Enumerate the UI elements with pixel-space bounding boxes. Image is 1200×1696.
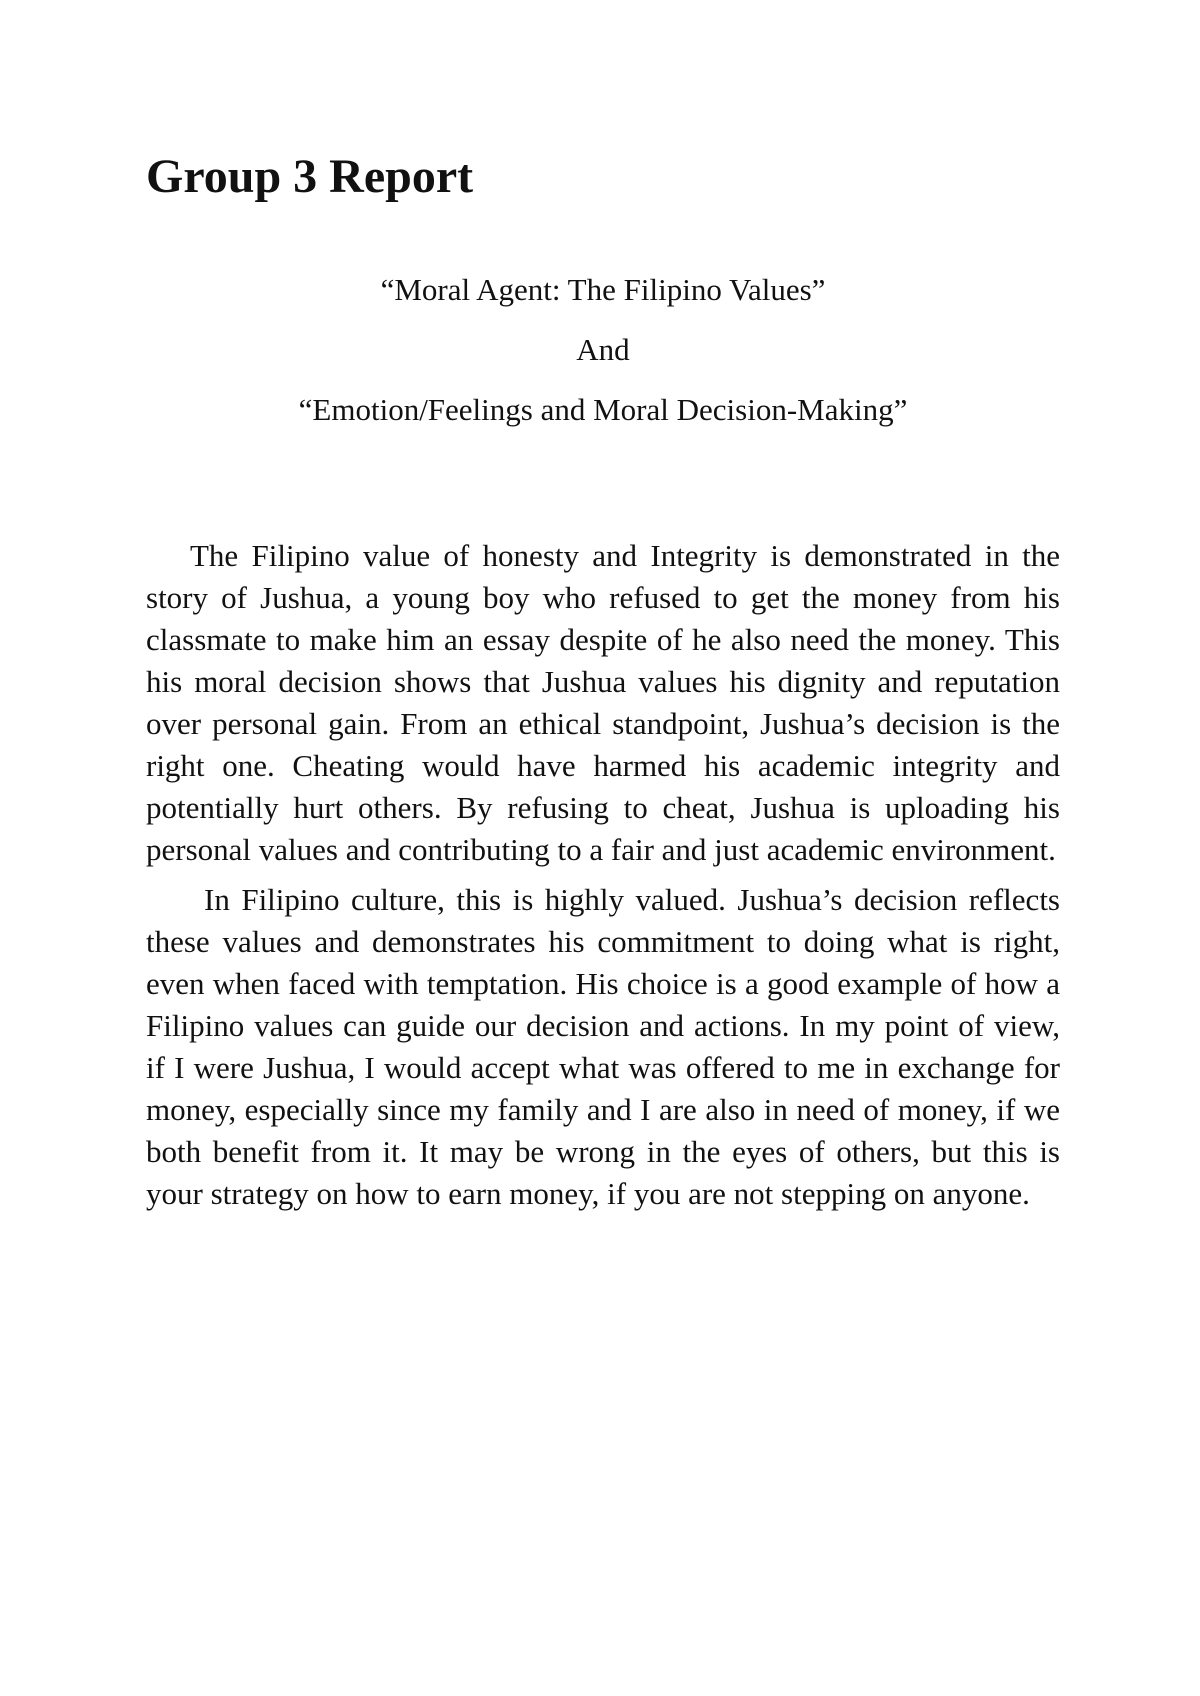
subtitle-line-topic-2: “Emotion/Feelings and Moral Decision-Making” [298,392,908,427]
report-body [146,535,1060,1215]
body-paragraph-1: The Filipino value of honesty and Integrity is demonstrated in the story of Jushua, a young boy who refused to get the money from his classmate to make him an essay despite of he also need the money. This his moral decision shows that Jushua values his dignity and reputation over personal gain. From an ethical standpoint, Jushua’s decision is the right one. Cheating would have harmed his academic integrity and potentially hurt others. By refusing to cheat, Jushua is uploading his personal values and contributing to a fair and just academic environment. [146,538,1060,867]
subtitle-block [146,270,1060,430]
subtitle-line-topic-1: “Moral Agent: The Filipino Values” [380,272,826,307]
subtitle-line-connector: And [576,332,630,367]
body-paragraph-2: In Filipino culture, this is highly valued. Jushua’s decision reflects these values and demonstrates his commitment to doing what is right, even when faced with temptation. His choice is a good example of how a Filipino values can guide our decision and actions. In my point of view, if I were Jushua, I would accept what was offered to me in exchange for money, especially since my family and I are also in need of money, if we both benefit from it. It may be wrong in the eyes of others, but this is your strategy on how to earn money, if you are not stepping on anyone. [146,882,1060,1211]
report-title: Group 3 Report [146,150,474,203]
